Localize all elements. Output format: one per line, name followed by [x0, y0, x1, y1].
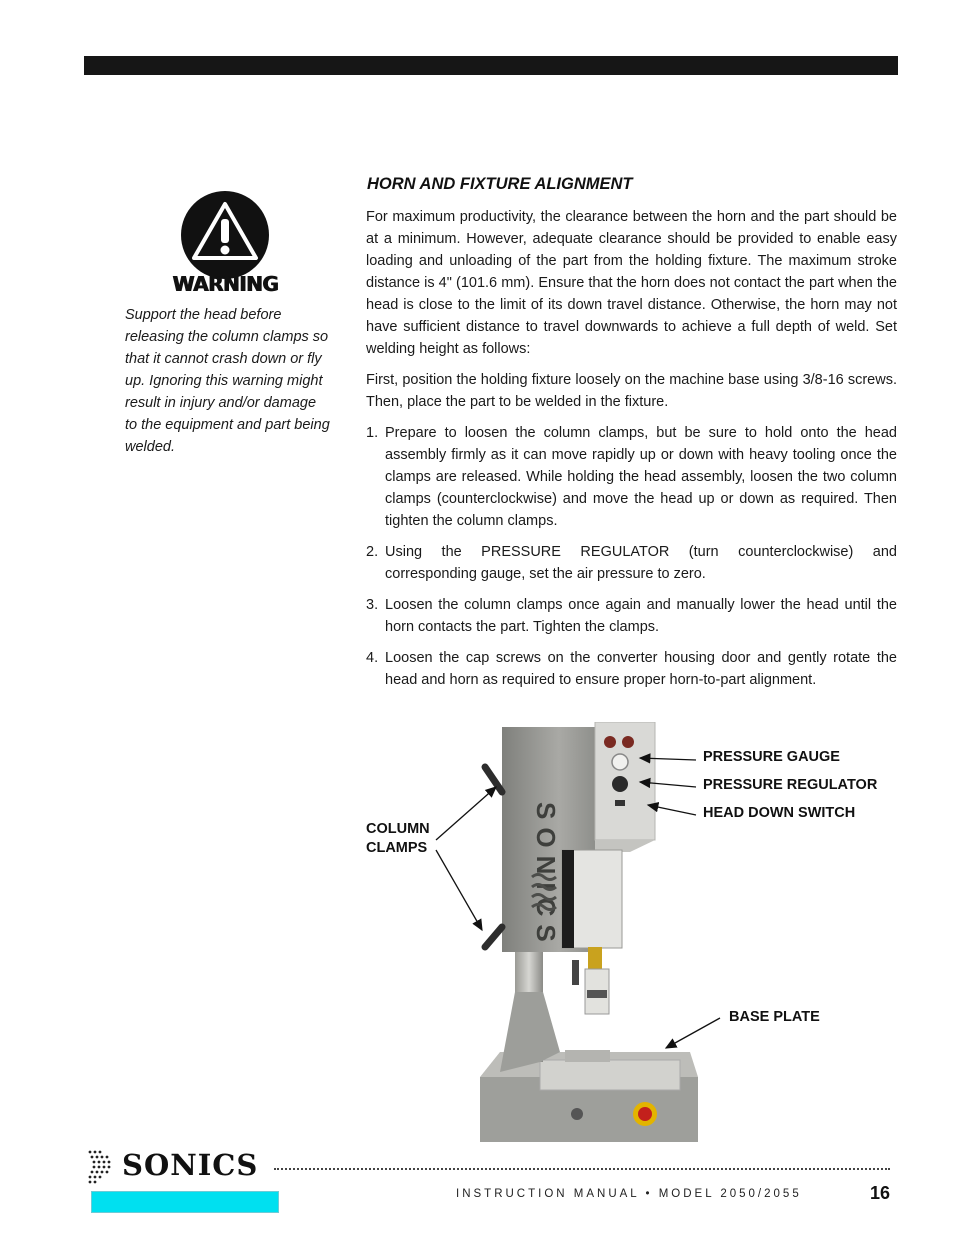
steps-list	[366, 422, 897, 691]
sonics-logo-icon	[86, 1148, 116, 1188]
step-number: 3.	[366, 597, 379, 613]
label-base-plate: BASE PLATE	[729, 1009, 820, 1025]
step-number: 4.	[366, 650, 379, 666]
machine-brand-text: SONICS	[531, 802, 561, 950]
label-pressure-gauge: PRESSURE GAUGE	[703, 749, 840, 765]
section-title: HORN AND FIXTURE ALIGNMENT	[367, 175, 633, 193]
list-item	[366, 422, 897, 532]
section-body	[366, 206, 897, 700]
page-number: 16	[870, 1183, 891, 1203]
welder-machine-illustration	[470, 722, 710, 1147]
step-text: Using the PRESSURE REGULATOR (turn counterclockwise) and corresponding gauge, set the air pressure to zero.	[385, 544, 897, 582]
label-pressure-regulator: PRESSURE REGULATOR	[703, 777, 878, 793]
warning-title: WARNING	[172, 272, 278, 296]
warning-text: Support the head before releasing the column clamps so that it cannot crash down or fly up. Ignoring this warning might result in injury and/or damage to the equipment and part being welded.	[125, 307, 330, 455]
paragraph-intro: For maximum productivity, the clearance between the horn and the part should be at a minimum. However, adequate clearance should be provided to enable easy loading and unloading of the part from the holding fixture. The maximum stroke distance is 4" (101.6 mm). Ensure that the horn does not contact the part when the head is close to the limit of its down travel distance. Otherwise, the horn may not have sufficient distance to travel downwards to achieve a full depth of weld. Set welding height as follows:	[366, 209, 897, 357]
label-column-clamps-line2: CLAMPS	[366, 840, 428, 856]
footer-dotted-rule	[274, 1168, 890, 1170]
list-item	[366, 541, 897, 585]
warning-icon	[180, 190, 270, 280]
footer-manual-title: INSTRUCTION MANUAL • MODEL 2050/2055	[456, 1188, 802, 1200]
header-bar	[84, 56, 898, 75]
label-column-clamps	[366, 820, 430, 858]
list-item	[366, 594, 897, 638]
step-number: 1.	[366, 425, 379, 441]
step-text: Loosen the column clamps once again and manually lower the head until the horn contacts the part. Tighten the clamps.	[385, 597, 897, 635]
footer-color-bar	[91, 1191, 279, 1213]
step-text: Loosen the cap screws on the converter housing door and gently rotate the head and horn as required to ensure proper horn-to-part alignment.	[385, 650, 897, 688]
step-number: 2.	[366, 544, 379, 560]
label-head-down-switch: HEAD DOWN SWITCH	[703, 805, 856, 821]
label-column-clamps-line1: COLUMN	[366, 821, 430, 837]
step-text: Prepare to loosen the column clamps, but be sure to hold onto the head assembly firmly as it can move rapidly up or down with heavy tooling once the clamps are released. While holding the head assembly, loosen the two column clamps (counterclockwise) and move the head up or down as required. Then tighten the column clamps.	[385, 425, 897, 529]
list-item	[366, 647, 897, 691]
sonics-logo-text: SONICS	[122, 1148, 259, 1182]
paragraph-fixture: First, position the holding fixture loosely on the machine base using 3/8-16 screws. Then, place the part to be welded in the fixture.	[366, 372, 897, 410]
